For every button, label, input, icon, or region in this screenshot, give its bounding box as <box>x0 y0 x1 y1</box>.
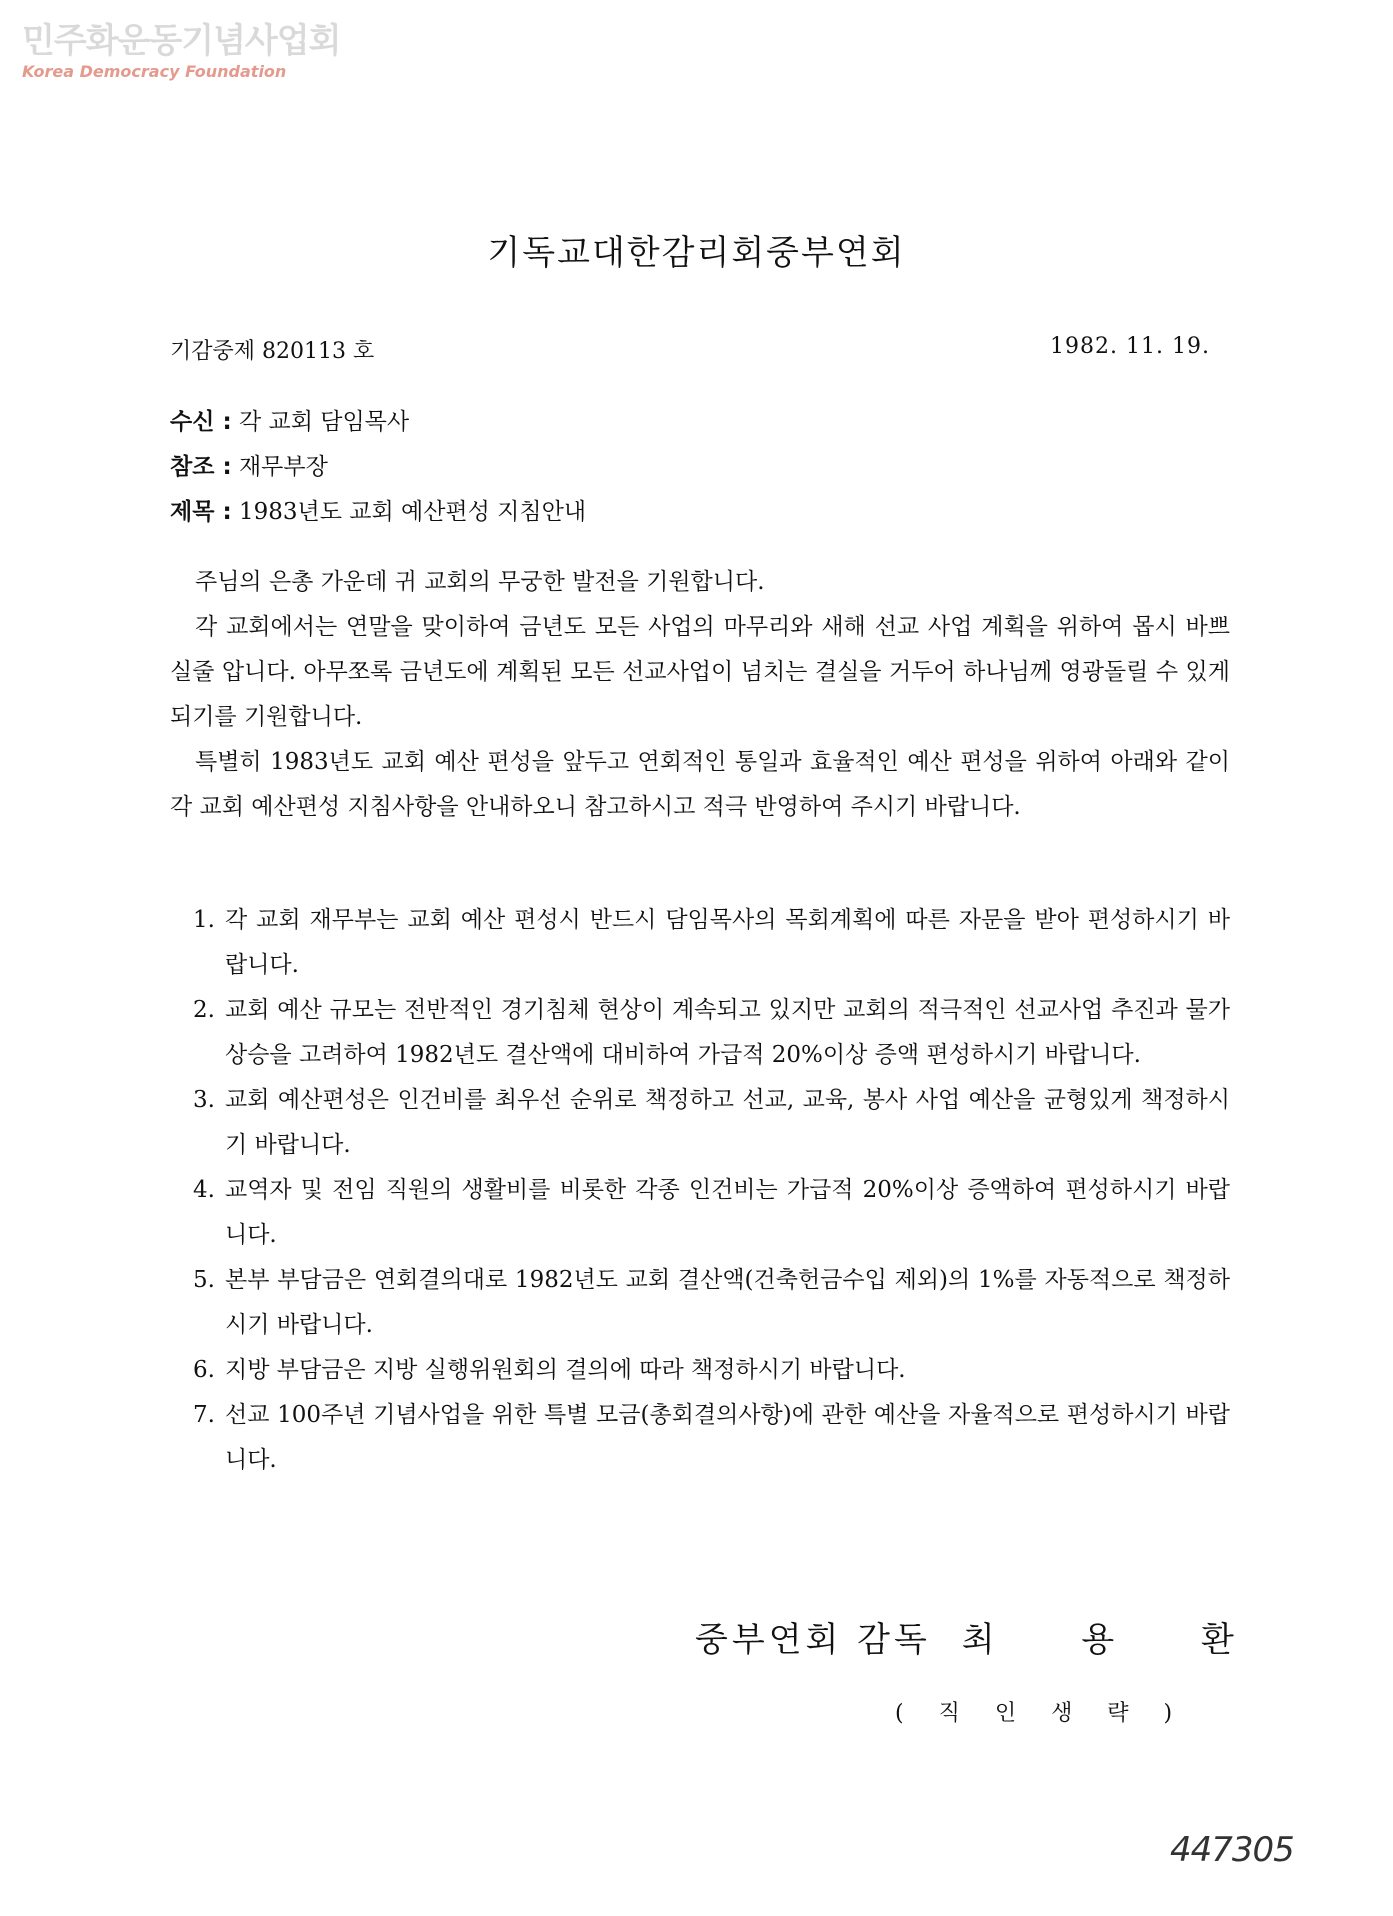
reference-row <box>170 445 586 490</box>
guideline-item <box>170 1348 1230 1393</box>
document-date: 1982. 11. 19. <box>1050 334 1210 359</box>
recipient-label: 수신 : <box>170 409 232 435</box>
archive-number: 447305 <box>1170 1830 1294 1870</box>
intro-paragraph: 주님의 은총 가운데 귀 교회의 무궁한 발전을 기원합니다. <box>195 569 765 595</box>
guideline-item <box>170 1078 1230 1168</box>
subject-label: 제목 : <box>170 499 232 525</box>
item-text: 본부 부담금은 연회결의대로 1982년도 교회 결산액(건축헌금수입 제외)의 1%를 자동적으로 책정하시기 바랍니다. <box>225 1267 1230 1338</box>
item-number: 2. <box>193 997 215 1023</box>
item-text: 선교 100주년 기념사업을 위한 특별 모금(총회결의사항)에 관한 예산을 자율적으로 편성하시기 바랍니다. <box>225 1402 1230 1473</box>
subject-value: 1983년도 교회 예산편성 지침안내 <box>238 499 587 525</box>
item-number: 4. <box>193 1177 215 1203</box>
item-text: 교회 예산 규모는 전반적인 경기침체 현상이 계속되고 있지만 교회의 적극적인 선교사업 추진과 물가 상승을 고려하여 1982년도 결산액에 대비하여 가급적 20%이상 증액 편성하시기 바랍니다. <box>225 997 1230 1068</box>
item-number: 7. <box>193 1402 215 1428</box>
guideline-item <box>170 1393 1230 1483</box>
item-number: 6. <box>193 1357 215 1383</box>
item-text: 각 교회 재무부는 교회 예산 편성시 반드시 담임목사의 목회계획에 따른 자문을 받아 편성하시기 바랍니다. <box>225 907 1230 978</box>
subject-row <box>170 490 586 535</box>
guideline-item <box>170 898 1230 988</box>
signer-name: 최 용 환 <box>961 1620 1272 1660</box>
header-fields <box>170 400 586 535</box>
guideline-list <box>170 898 1230 1483</box>
watermark-korean: 민주화운동기념사업회 <box>22 21 341 61</box>
guideline-item <box>170 988 1230 1078</box>
item-text: 교역자 및 전임 직원의 생활비를 비롯한 각종 인건비는 가급적 20%이상 증액하여 편성하시기 바랍니다. <box>225 1177 1230 1248</box>
document-number: 기감중제 820113 호 <box>170 339 375 364</box>
watermark-logo <box>22 22 340 81</box>
signature-block <box>695 1612 1272 1661</box>
signer-title: 중부연회 감독 <box>695 1620 931 1660</box>
watermark-english: Korea Democracy Foundation <box>22 62 287 81</box>
document-title: 기독교대한감리회중부연회 <box>487 233 906 273</box>
recipient-row <box>170 400 586 445</box>
reference-value: 재무부장 <box>238 454 328 480</box>
guideline-item <box>170 1168 1230 1258</box>
item-text: 지방 부담금은 지방 실행위원회의 결의에 따라 책정하시기 바랍니다. <box>225 1357 906 1383</box>
item-text: 교회 예산편성은 인건비를 최우선 순위로 책정하고 선교, 교육, 봉사 사업 예산을 균형있게 책정하시기 바랍니다. <box>225 1087 1230 1158</box>
intro-paragraph: 특별히 1983년도 교회 예산 편성을 앞두고 연회적인 통일과 효율적인 예산 편성을 위하여 아래와 같이 각 교회 예산편성 지침사항을 안내하오니 참고하시고 적극 반영하여 주시기 바랍니다. <box>170 749 1230 820</box>
item-number: 5. <box>193 1267 215 1293</box>
item-number: 1. <box>193 907 215 933</box>
recipient-value: 각 교회 담임목사 <box>238 409 410 435</box>
reference-label: 참조 : <box>170 454 232 480</box>
guideline-item <box>170 1258 1230 1348</box>
intro-body <box>170 560 1230 830</box>
seal-omitted-note: ( 직 인 생 략 ) <box>895 1701 1187 1726</box>
intro-paragraph: 각 교회에서는 연말을 맞이하여 금년도 모든 사업의 마무리와 새해 선교 사업 계획을 위하여 몹시 바쁘실줄 압니다. 아무쪼록 금년도에 계획된 모든 선교사업이 넘치는 결실을 거두어 하나님께 영광돌릴 수 있게 되기를 기원합니다. <box>170 614 1230 730</box>
item-number: 3. <box>193 1087 215 1113</box>
